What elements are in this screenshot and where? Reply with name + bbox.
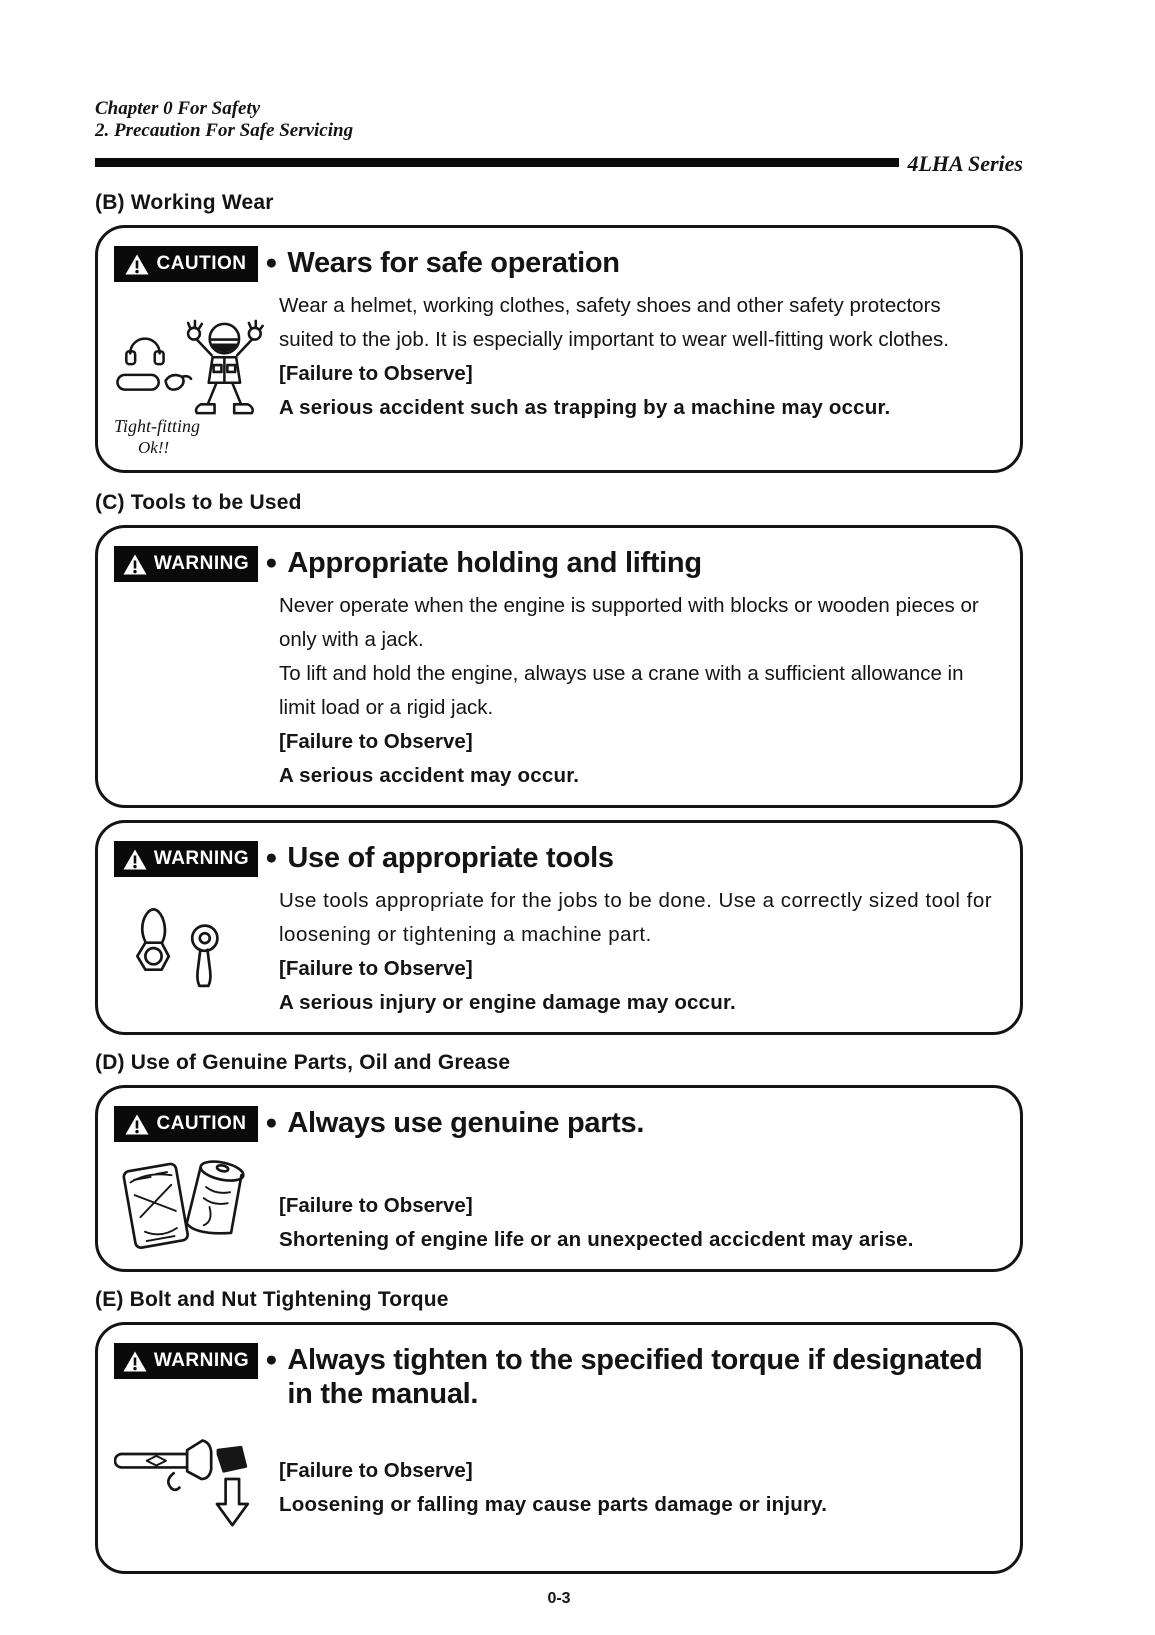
box-title-text: Appropriate holding and lifting: [287, 547, 702, 579]
box2-left-column: [114, 546, 279, 793]
bullet-icon: ●: [265, 251, 278, 274]
failure-label: [Failure to Observe]: [279, 1194, 473, 1217]
box-title: [265, 1106, 996, 1140]
bullet-icon: ●: [265, 846, 278, 869]
box1-left-column: [114, 246, 279, 458]
box-title-text: Use of appropriate tools: [287, 842, 614, 874]
page-header: [95, 98, 1023, 175]
warning-box-holding-lifting: [95, 525, 1023, 808]
severity-badge: [114, 546, 258, 582]
caution-box-working-wear: [95, 225, 1023, 473]
warning-box-tightening-torque: [95, 1322, 1023, 1574]
consequence-text: A serious injury or engine damage may occur.: [279, 991, 736, 1014]
box-body-paragraph: To lift and hold the engine, always use a crane with a sufficient allowance in limit load or a rigid jack.: [279, 662, 964, 719]
warning-triangle-icon: [123, 554, 147, 575]
consequence-text: A serious accident such as trapping by a machine may occur.: [279, 396, 891, 419]
genuine-parts-illustration: [114, 1150, 264, 1254]
severity-badge: [114, 1343, 258, 1379]
bullet-icon: ●: [265, 551, 278, 574]
box2-content: [265, 546, 996, 793]
box3-content: [265, 841, 996, 1020]
consequence-text: Shortening of engine life or an unexpected accicdent may arise.: [279, 1228, 914, 1251]
box-title-text: Wears for safe operation: [287, 247, 620, 279]
wrench-tools-illustration: [122, 901, 248, 997]
header-rule-row: [95, 149, 1023, 175]
bullet-icon: ●: [265, 1111, 278, 1134]
header-series: 4LHA Series: [907, 151, 1023, 176]
box-title: [265, 1343, 996, 1411]
spacer: [279, 1420, 996, 1454]
section-label-e: (E) Bolt and Nut Tightening Torque: [95, 1288, 449, 1311]
failure-label: [Failure to Observe]: [279, 1459, 473, 1482]
severity-label: WARNING: [153, 553, 250, 574]
warning-triangle-icon: [123, 1351, 147, 1372]
torque-wrench-illustration: [114, 1421, 292, 1537]
caption-line-1: Tight-fitting: [114, 416, 201, 436]
header-chapter: Chapter 0 For Safety: [95, 98, 261, 119]
severity-badge: [114, 841, 258, 877]
section-label-c: (C) Tools to be Used: [95, 491, 302, 514]
severity-label: WARNING: [153, 848, 250, 869]
box4-left-column: [114, 1106, 279, 1257]
warning-box-appropriate-tools: [95, 820, 1023, 1035]
header-section: 2. Precaution For Safe Servicing: [95, 120, 354, 141]
warning-triangle-icon: [125, 1114, 149, 1135]
severity-label: WARNING: [153, 1350, 250, 1371]
failure-label: [Failure to Observe]: [279, 362, 473, 385]
section-label-b: (B) Working Wear: [95, 191, 274, 214]
failure-label: [Failure to Observe]: [279, 730, 473, 753]
box-title-text: Always use genuine parts.: [287, 1107, 645, 1139]
consequence-text: A serious accident may occur.: [279, 764, 580, 787]
box-title: [265, 841, 996, 875]
footer-page-number: 0-3: [547, 1590, 571, 1607]
warning-triangle-icon: [123, 849, 147, 870]
bullet-icon: ●: [265, 1348, 278, 1371]
severity-label: CAUTION: [156, 1113, 247, 1134]
spacer: [279, 1149, 996, 1189]
severity-badge: [114, 1106, 258, 1142]
box3-left-column: [114, 841, 279, 1020]
caution-box-genuine-parts: [95, 1085, 1023, 1272]
box-title-text: Always tighten to the specified torque if designated in the manual.: [287, 1344, 983, 1410]
section-label-d: (D) Use of Genuine Parts, Oil and Grease: [95, 1051, 511, 1074]
severity-label: CAUTION: [156, 253, 247, 274]
consequence-text: Loosening or falling may cause parts damage or injury.: [279, 1493, 828, 1516]
warning-triangle-icon: [125, 254, 149, 275]
box-body-paragraph: Use tools appropriate for the jobs to be done. Use a correctly sized tool for loosening or tightening a machine part.: [279, 889, 993, 946]
box-title: [265, 246, 996, 280]
safety-gear-illustration: [114, 318, 272, 420]
box-title: [265, 546, 996, 580]
box4-content: [265, 1106, 996, 1257]
box5-content: [265, 1343, 996, 1559]
box5-left-column: [114, 1343, 279, 1559]
caption-line-2: Ok!!: [138, 438, 170, 457]
severity-badge: [114, 246, 258, 282]
box1-content: [265, 246, 996, 458]
illustration-caption: [114, 416, 200, 458]
box-body-paragraph: Never operate when the engine is supported with blocks or wooden pieces or only with a jack.: [279, 594, 979, 651]
header-rule: [95, 158, 899, 167]
failure-label: [Failure to Observe]: [279, 957, 473, 980]
box-body-paragraph: Wear a helmet, working clothes, safety shoes and other safety protectors suited to the job. It is especially important to wear well-fitting work clothes.: [279, 294, 949, 351]
